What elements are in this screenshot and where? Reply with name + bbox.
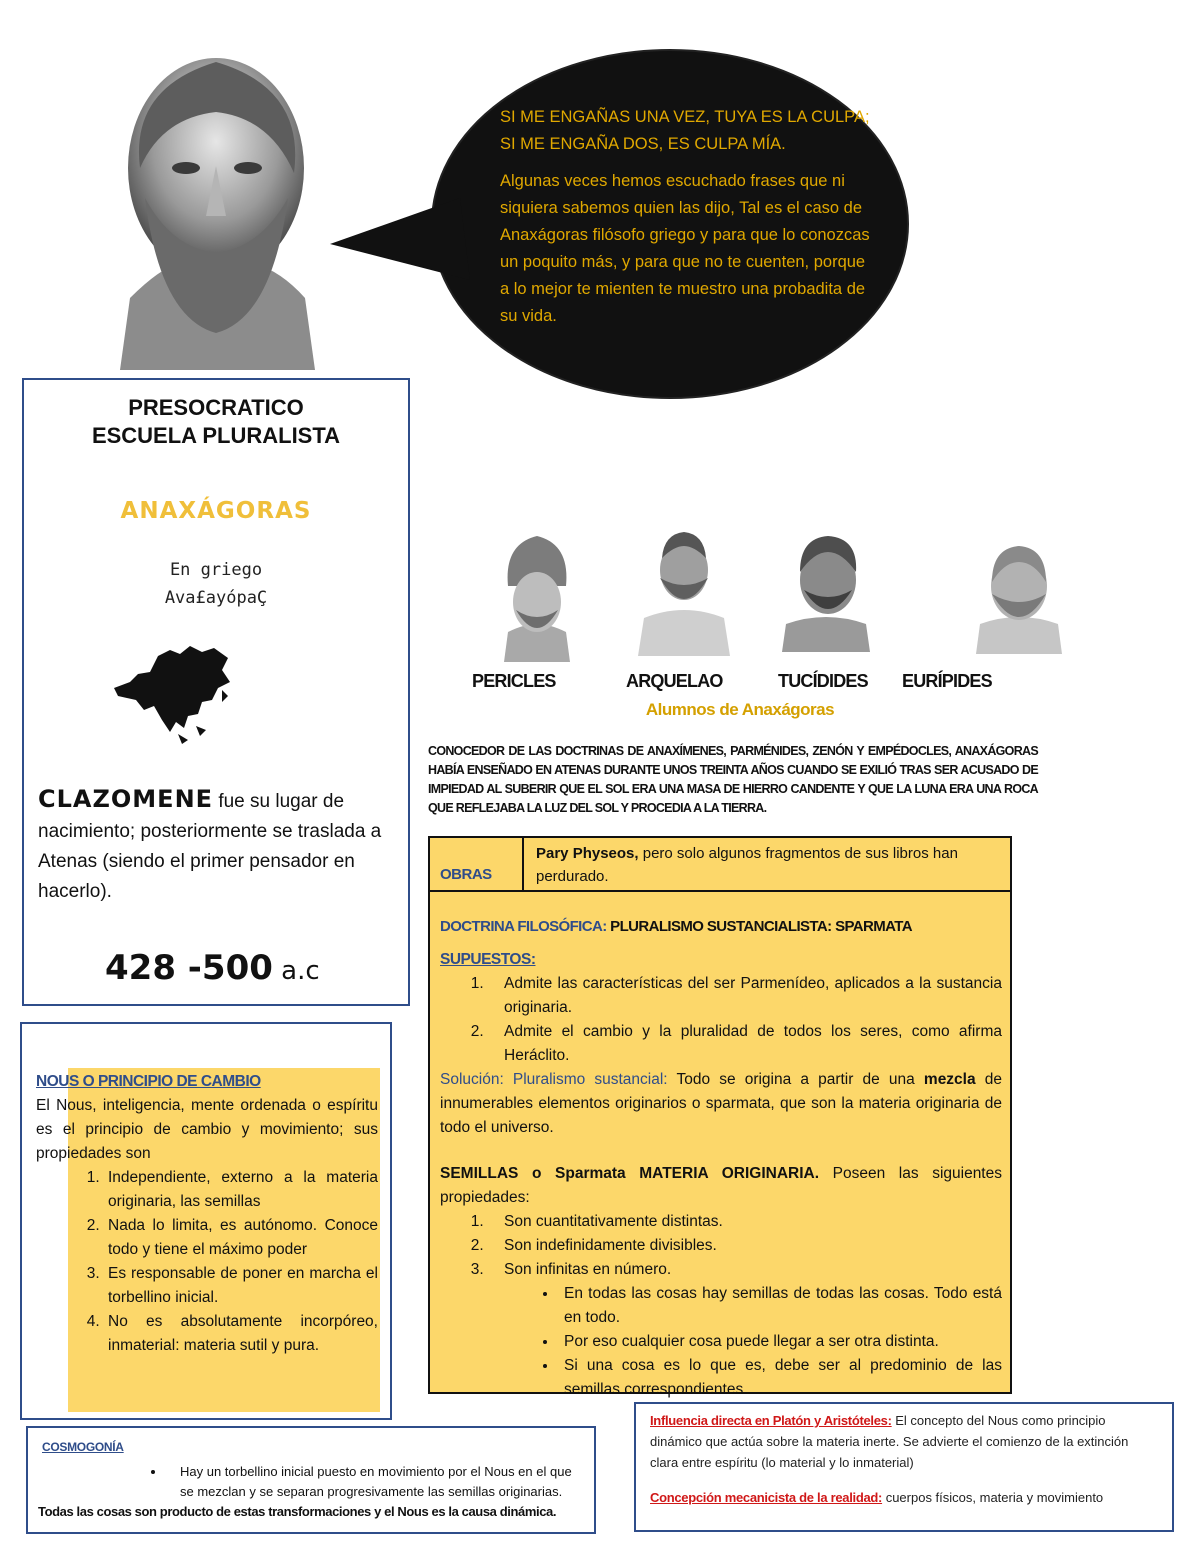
mecanicista-label: Concepción mecanicista de la realidad: (650, 1490, 883, 1505)
info-title-line2: ESCUELA PLURALISTA (91, 423, 341, 448)
mecanicista-desc: cuerpos físicos, materia y movimiento (882, 1490, 1104, 1505)
bubble-text (500, 104, 870, 330)
influencia-desc: El concepto del Nous como principio dinámico que actúa sobre la materia inerte. Se advierte el comienzo de la extinción clara entre espíritu (lo material y lo inmaterial) (650, 1413, 1129, 1470)
supuesto-item: 2. Admite el cambio y la pluralidad de todos los seres, como afirma Heráclito. (488, 1020, 1002, 1068)
student-name-pericles: PERICLES (472, 671, 556, 691)
semillas-text: Poseen las siguientes propiedades: (440, 1165, 1002, 1206)
asia-map-image (110, 636, 235, 746)
nous-item: 2. Nada lo limita, es autónomo. Conoce todo y tiene el máximo poder (104, 1214, 378, 1262)
bubble-paragraph: Algunas veces hemos escuchado frases que ni siquiera sabemos quien las dijo, Tal es el caso de Anaxágoras filósofo griego y para que lo conozcas un poquito más, y para que no te cuenten, porque a lo mejor te mienten te muestro una probadita de su vida. (500, 172, 870, 325)
birthplace-name: CLAZOMENE (38, 785, 214, 813)
table-body (440, 948, 1002, 1402)
arquelao-bust-image (634, 522, 734, 656)
doctrina-value: PLURALISMO SUSTANCIALISTA: SPARMATA (606, 918, 912, 935)
nous-title: NOUS O PRINCIPIO DE CAMBIO (36, 1073, 261, 1090)
semilla-bullet: • En todas las cosas hay semillas de todas las cosas. Todo está en todo. (558, 1282, 1002, 1330)
students-caption: Alumnos de Anaxágoras (645, 700, 835, 719)
solucion-label: Solución: Pluralismo sustancial: (440, 1071, 668, 1088)
student-name-arquelao: ARQUELAO (626, 671, 723, 691)
dates-value: 428 -500 (105, 948, 273, 988)
birthplace-desc: fue su lugar de nacimiento; posteriormente se traslada a Atenas (siendo el primer pensador en hacerlo). (38, 791, 382, 902)
obras-title: Pary Physeos, (536, 845, 639, 862)
obras-desc: pero solo algunos fragmentos de sus libros han perdurado. (536, 845, 958, 885)
euripides-bust-image (974, 536, 1064, 654)
semillas-paragraph (440, 1162, 1002, 1210)
table-divider (428, 890, 1012, 892)
semillas-bullets (440, 1282, 1002, 1402)
supuestos-list (440, 972, 1002, 1068)
nous-item: 3. Es responsable de poner en marcha el torbellino inicial. (104, 1262, 378, 1310)
solucion-post: de innumerables elementos originarios o sparmata, que son la materia originaria de todo el universo. (440, 1071, 1002, 1136)
semilla-bullet: • Por eso cualquier cosa puede llegar a ser otra distinta. (558, 1330, 1002, 1354)
semilla-item: 3. Son infinitas en número. (488, 1258, 1002, 1282)
greek-name (22, 556, 410, 612)
nous-text (36, 1070, 378, 1358)
life-dates (105, 948, 405, 991)
nous-list (36, 1166, 378, 1358)
solucion-pre: Todo se origina a partir de una (667, 1071, 924, 1088)
info-title (22, 394, 410, 450)
influencia-label: Influencia directa en Platón y Aristóteles: (650, 1413, 892, 1428)
obras-description (536, 842, 1006, 888)
intro-paragraph: CONOCEDOR DE LAS DOCTRINAS DE ANAXÍMENES, PARMÉNIDES, ZENÓN Y EMPÉDOCLES, ANAXÁGORAS HABÍA ENSEÑADO EN ATENAS DURANTE UNOS TREINTA AÑOS CUANDO SE EXILIÓ TRAS SER ACUSADO DE IMPIEDAD AL SUBERIR QUE EL SOL ERA UNA MASA DE HIERRO CANDENTE Y QUE LA LUNA ERA UNA ROCA QUE REFLEJABA LA LUZ DEL SOL Y PROCEDIA A LA TIERRA. (428, 744, 1038, 815)
doctrina-row (440, 918, 1000, 935)
solucion-paragraph (440, 1068, 1002, 1140)
greek-value: Ava£ayópaÇ (164, 588, 268, 608)
table-column-divider (522, 836, 524, 892)
student-name-tucidides: TUCÍDIDES (778, 671, 868, 691)
birthplace-text (38, 784, 388, 907)
anaxagoras-bust-image (100, 48, 332, 370)
info-title-line1: PRESOCRATICO (128, 395, 304, 420)
bubble-quote: SI ME ENGAÑAS UNA VEZ, TUYA ES LA CULPA; SI ME ENGAÑA DOS, ES CULPA MÍA. (500, 108, 870, 153)
semilla-item: 2. Son indefinidamente divisibles. (488, 1234, 1002, 1258)
nous-intro: El Nous, inteligencia, mente ordenada o espíritu es el principio de cambio y movimiento; sus propiedades son (36, 1097, 378, 1162)
cosmogonia-title: COSMOGONÍA (42, 1440, 124, 1454)
supuestos-label: SUPUESTOS: (440, 951, 536, 968)
influencia-text (650, 1410, 1160, 1508)
semillas-label: SEMILLAS o Sparmata MATERIA ORIGINARIA. (440, 1165, 820, 1182)
tucidides-bust-image (776, 528, 876, 652)
nous-item: 1. Independiente, externo a la materia originaria, las semillas (104, 1166, 378, 1214)
dates-suffix: a.c (272, 956, 320, 986)
student-name-euripides: EURÍPIDES (902, 671, 992, 691)
semilla-bullet: • Si una cosa es lo que es, debe ser al predominio de las semillas correspondientes. (558, 1354, 1002, 1402)
supuesto-item: 1. Admite las características del ser Parmenídeo, aplicados a la sustancia originaria. (488, 972, 1002, 1020)
semillas-list (440, 1210, 1002, 1282)
obras-label: OBRAS (440, 866, 492, 883)
cosmogonia-bullet (144, 1462, 584, 1502)
greek-label: En griego (169, 560, 263, 580)
solucion-bold: mezcla (923, 1071, 976, 1088)
nous-item: 4. No es absolutamente incorpóreo, inmaterial: materia sutil y pura. (104, 1310, 378, 1358)
philosopher-name: ANAXÁGORAS (120, 498, 312, 524)
doctrina-label: DOCTRINA FILOSÓFICA: (440, 918, 607, 935)
cosmogonia-item: • Hay un torbellino inicial puesto en movimiento por el Nous en el que se mezclan y se separan progresivamente las semillas originarias. (166, 1462, 584, 1502)
cosmogonia-footer: Todas las cosas son producto de estas transformaciones y el Nous es la causa dinámica. (38, 1504, 557, 1519)
pericles-bust-image (494, 528, 580, 662)
semilla-item: 1. Son cuantitativamente distintas. (488, 1210, 1002, 1234)
